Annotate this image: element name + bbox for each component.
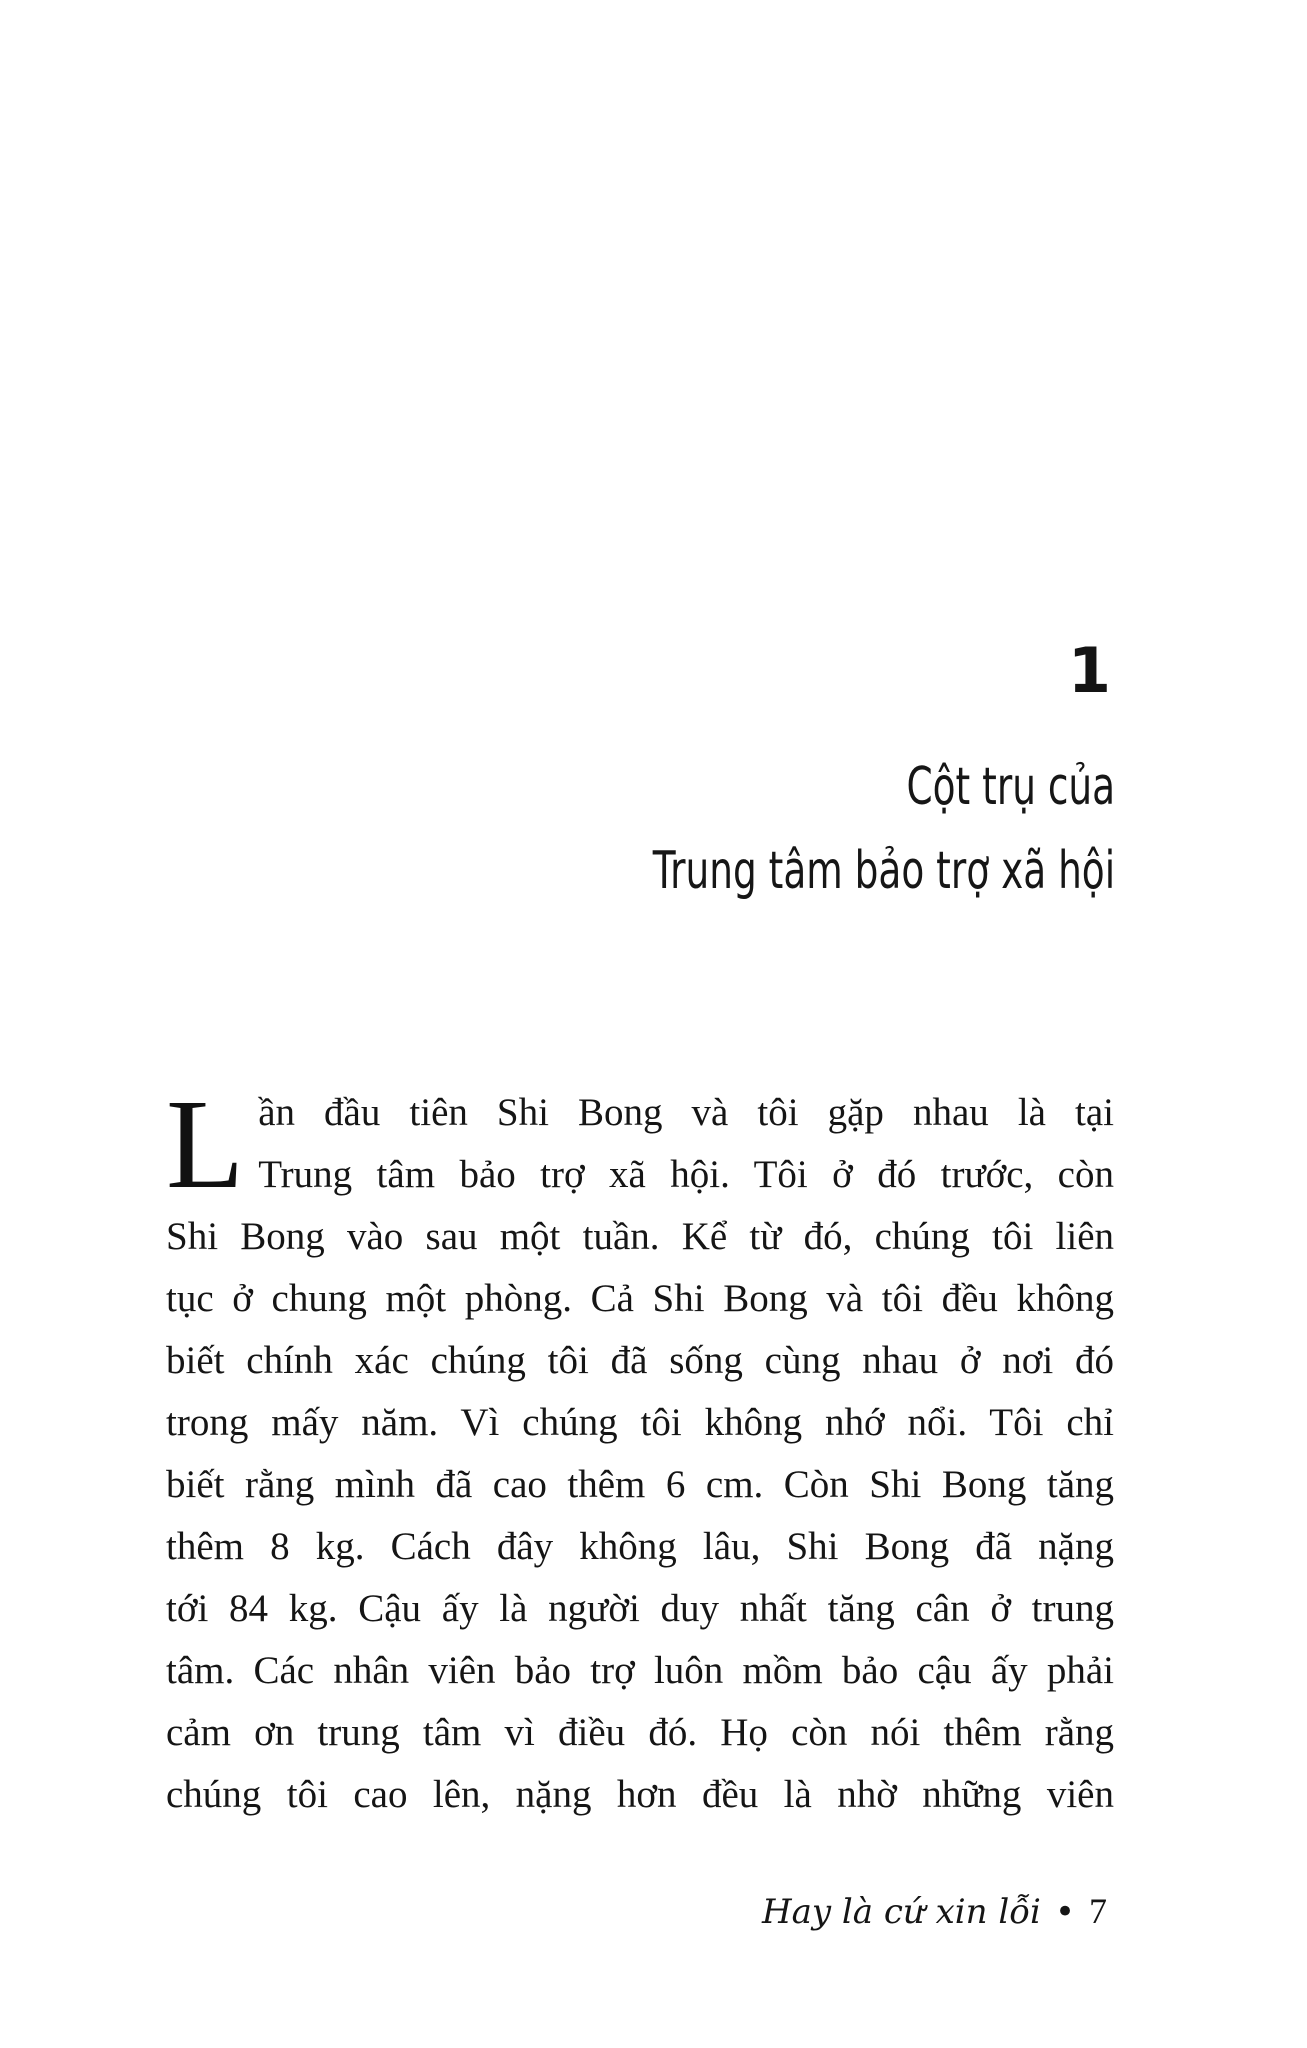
drop-cap: L: [166, 1082, 245, 1206]
body-line: cảm ơn trung tâm vì điều đó. Họ còn nói thêm rằng: [166, 1711, 1114, 1754]
body-text: [166, 1082, 1114, 1826]
chapter-number: 1: [1067, 634, 1111, 707]
body-line: tâm. Các nhân viên bảo trợ luôn mồm bảo cậu ấy phải: [166, 1649, 1114, 1692]
footer-separator: •: [1054, 1892, 1075, 1932]
body-line: thêm 8 kg. Cách đây không lâu, Shi Bong đã nặng: [166, 1525, 1114, 1568]
body-line: chúng tôi cao lên, nặng hơn đều là nhờ những viên: [166, 1773, 1114, 1816]
chapter-title: [653, 745, 1115, 913]
chapter-title-line-2: Trung tâm bảo trợ xã hội: [652, 841, 1115, 901]
body-line: tục ở chung một phòng. Cả Shi Bong và tôi đều không: [166, 1277, 1114, 1320]
book-title: Hay là cứ xin lỗi: [761, 1892, 1041, 1932]
body-line: ần đầu tiên Shi Bong và tôi gặp nhau là tại: [258, 1091, 1114, 1134]
running-footer: [762, 1890, 1107, 1932]
body-line: tới 84 kg. Cậu ấy là người duy nhất tăng cân ở trung: [166, 1587, 1114, 1630]
body-line: biết chính xác chúng tôi đã sống cùng nhau ở nơi đó: [166, 1339, 1114, 1382]
chapter-title-line-1: Cột trụ của: [906, 757, 1115, 817]
body-line: biết rằng mình đã cao thêm 6 cm. Còn Shi Bong tăng: [166, 1463, 1114, 1506]
drop-cap-paragraph-start: [166, 1082, 1114, 1206]
page-number: 7: [1089, 1891, 1107, 1931]
body-line: trong mấy năm. Vì chúng tôi không nhớ nổi. Tôi chỉ: [166, 1401, 1114, 1444]
body-line: Shi Bong vào sau một tuần. Kể từ đó, chúng tôi liên: [166, 1215, 1114, 1258]
body-line: Trung tâm bảo trợ xã hội. Tôi ở đó trước, còn: [258, 1153, 1114, 1196]
